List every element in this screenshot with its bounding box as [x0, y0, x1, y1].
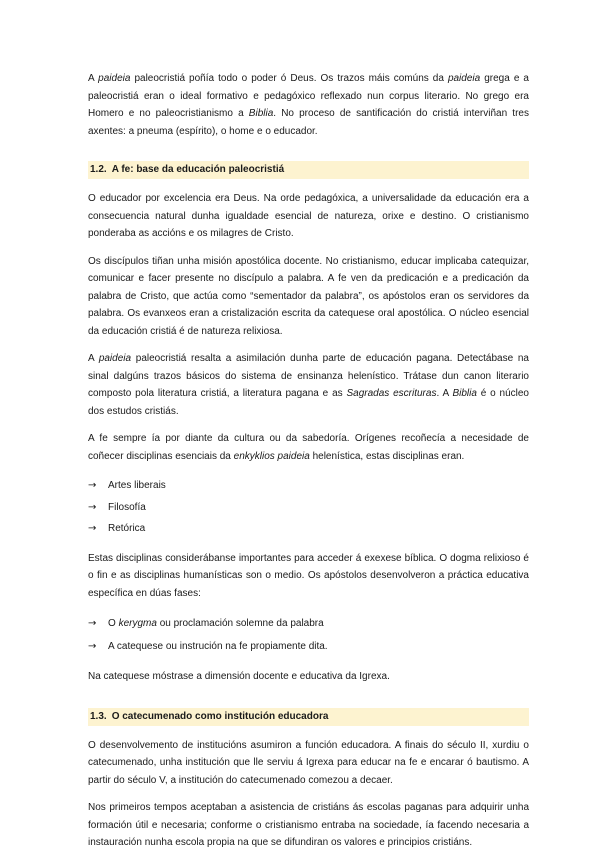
section-heading-1-2: [88, 161, 529, 179]
paragraph: A paideia paleocristiá resalta a asimilación dunha parte de educación pagana. Detectábase na sinal dalgúns trazos básicos do sistema de ensinanza helenístico. Trátase dun canon literario composto pola literatura cristiá, a literatura pagana e as Sagradas escrituras. A Biblia é o núcleo dos estudos cristiás.: [88, 353, 529, 417]
list-item: → A catequese ou instrución na fe propiamente dita.: [88, 635, 529, 658]
list-item: → O kerygma ou proclamación solemne da palabra: [88, 612, 529, 635]
section-heading-1-3: [88, 708, 529, 726]
document-body: [88, 70, 529, 862]
paragraph: Na catequese móstrase a dimensión docente e educativa da Igrexa.: [88, 671, 390, 682]
section-title: A fe: base da educación paleocristiá: [111, 164, 285, 175]
list-item: → Retórica: [88, 518, 529, 540]
disciplines-list: [88, 475, 529, 540]
arrow-icon: →: [88, 501, 97, 513]
paragraph: Estas disciplinas considerábanse importantes para acceder á exexese bíblica. O dogma relixioso é o fin e as disciplinas humanísticas son o medio. Os apóstolos desenvolveron a práctica educativa específica en dúas fases:: [88, 552, 529, 599]
list-item: → Filosofía: [88, 497, 529, 519]
arrow-icon: →: [88, 523, 97, 534]
section-number: 1.2.: [90, 164, 107, 175]
paragraph: Nos primeiros tempos aceptaban a asistencia de cristiáns ás escolas paganas para adquirir unha formación útil e necesaria; conforme o cristianismo entraba na sociedade, ía facendo necesaria a instauración nunha escola propia na que se difundiran os valores e principios cristiáns.: [88, 802, 529, 848]
list-item: → Artes liberais: [88, 475, 529, 497]
section-title: O catecumenado como institución educadora: [111, 710, 329, 722]
paragraph: A fe sempre ía por diante da cultura ou da sabedoría. Orígenes recoñecía a necesidade de coñecer disciplinas esenciais da enkyklios paideia helenística, estas disciplinas eran.: [88, 433, 529, 462]
arrow-icon: →: [88, 618, 97, 629]
phases-list: [88, 612, 529, 658]
paragraph: Os discípulos tiñan unha misión apostólica docente. No cristianismo, educar implicaba catequizar, comunicar e facer presente no discípulo a palabra. A fe ven da predicación e a predicación da palabra de Cristo, que actúa como “sementador da palabra”, os apóstolos eran os servidores da palabra. Os evanxeos eran a cristalización escrita da catequese oral apostólica. O núcleo esencial da educación cristiá é de natureza relixiosa.: [88, 255, 529, 337]
intro-paragraph: A paideia paleocristiá poñía todo o poder ó Deus. Os trazos máis comúns da paideia grega e a paleocristiá eran o ideal formativo e pedagóxico reflexado nun corpus literario. No grego era Homero e no paleocristianismo a Biblia. No proceso de santificación do cristiá interviñan tres axentes: a pneuma (espírito), o home e o educador.: [88, 73, 529, 137]
arrow-icon: →: [88, 480, 97, 491]
section-number: 1.3.: [90, 710, 107, 722]
paragraph: O educador por excelencia era Deus. Na orde pedagóxica, a universalidade da educación era a consecuencia natural dunha igualdade esencial de natureza, orixe e destino. O cristianismo ponderaba as accións e os milagres de Cristo.: [88, 193, 529, 239]
paragraph: O desenvolvemento de institucións asumiron a función educadora. A finais do século II, xurdiu o catecumenado, unha institución que lle serviu á Igrexa para educar na fe e encarar ó bautismo. A partir do século V, a institución do catecumenado comezou a decaer.: [88, 739, 529, 786]
arrow-icon: →: [88, 641, 97, 652]
